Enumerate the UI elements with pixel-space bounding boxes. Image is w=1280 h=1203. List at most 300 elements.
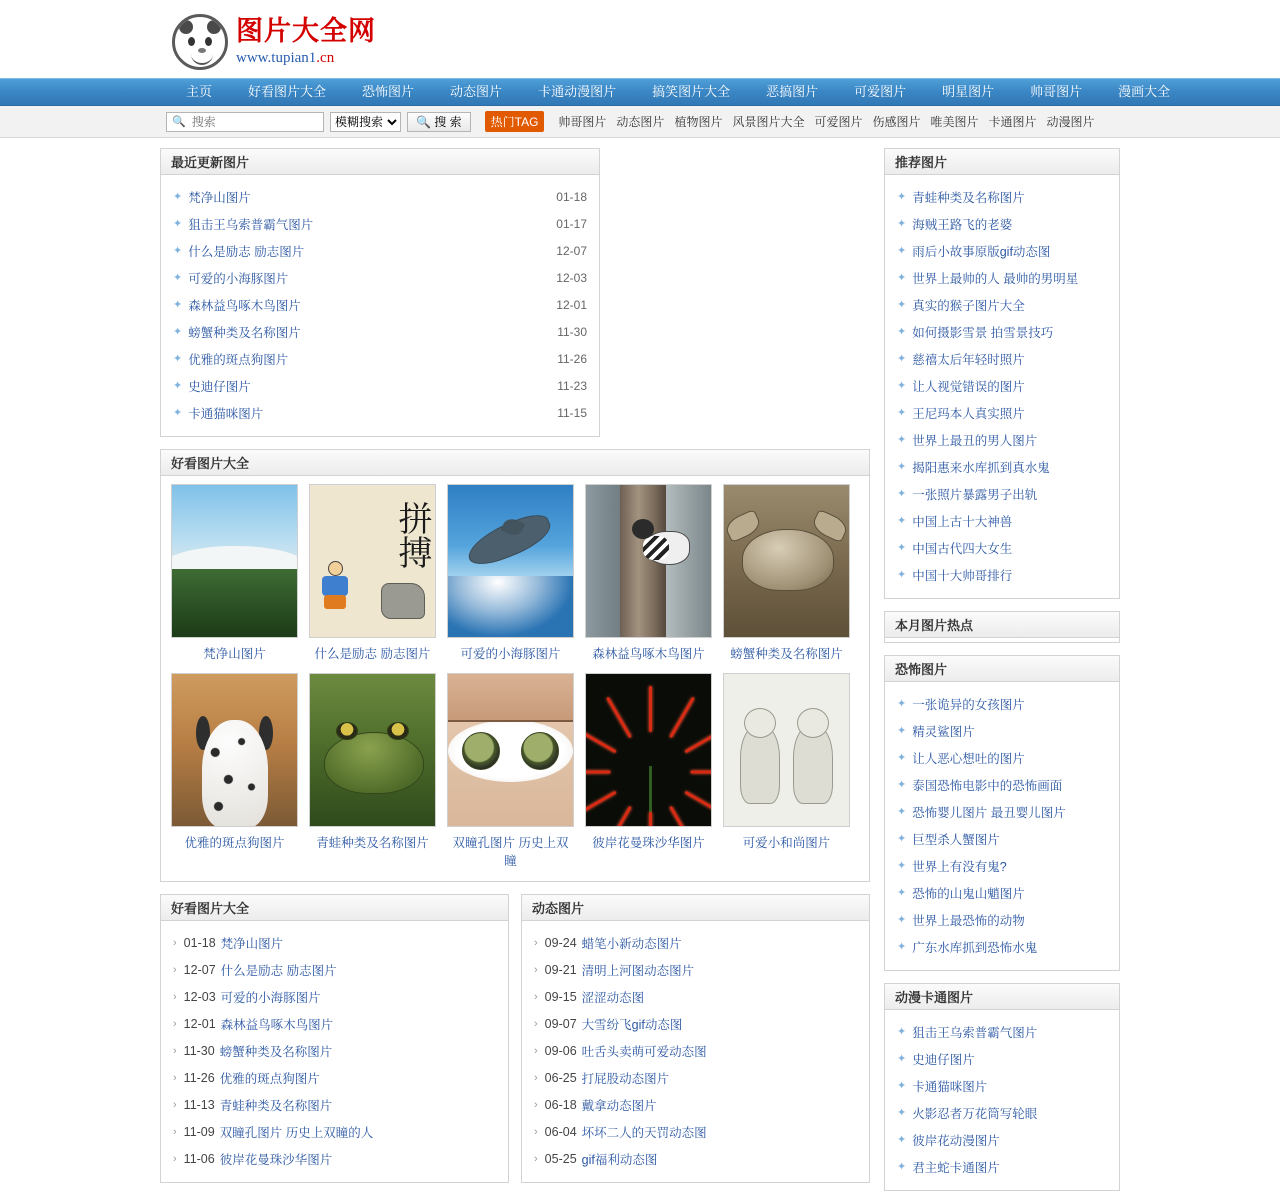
item-date: 09-21 xyxy=(544,962,577,977)
recent-link-0[interactable]: 梵净山图片 xyxy=(188,190,251,205)
search-icon: 🔍 xyxy=(172,116,186,128)
diamond-bullet-icon: ✦ xyxy=(173,245,183,257)
recent-date-7: 11-23 xyxy=(557,378,587,393)
list-item[interactable] xyxy=(173,1091,496,1118)
list-item[interactable] xyxy=(897,345,1107,372)
search-input-wrapper[interactable] xyxy=(166,112,324,132)
diamond-bullet-icon: ✦ xyxy=(897,326,907,338)
recent-link-5[interactable]: 螃蟹种类及名称图片 xyxy=(188,325,301,340)
bottom-right-link-3[interactable]: 大雪纷飞gif动态图 xyxy=(581,1017,683,1032)
bottom-left-link-4[interactable]: 螃蟹种类及名称图片 xyxy=(219,1044,333,1059)
tag-link-8[interactable]: 动漫图片 xyxy=(1046,115,1095,129)
list-item[interactable] xyxy=(173,1037,496,1064)
thumbnail-caption xyxy=(309,833,436,851)
thumbnail-card[interactable] xyxy=(447,673,574,869)
chevron-right-icon: › xyxy=(534,963,538,976)
horror-link-8[interactable]: 世界上最恐怖的动物 xyxy=(912,913,1025,928)
item-date: 06-04 xyxy=(544,1124,577,1139)
item-date: 11-13 xyxy=(183,1097,215,1112)
list-item[interactable] xyxy=(897,480,1107,507)
thumbnail-caption xyxy=(585,644,712,662)
recommended-panel xyxy=(884,148,1120,599)
diamond-bullet-icon: ✦ xyxy=(897,698,907,710)
horror-header xyxy=(885,656,1119,682)
thumbnail-image-woodpecker[interactable] xyxy=(585,484,712,638)
anime-header xyxy=(885,984,1119,1010)
thumbnail-image-dalmatian[interactable] xyxy=(171,673,298,827)
thumbnail-image-mountain[interactable] xyxy=(171,484,298,638)
gallery-link-9[interactable]: 可爱小和尚图片 xyxy=(742,836,831,850)
nav-item-cute[interactable]: 可爱图片 xyxy=(854,84,907,99)
nav-item-comics[interactable]: 漫画大全 xyxy=(1118,84,1171,99)
thumbnail-caption xyxy=(723,833,850,851)
anime-link-2[interactable]: 卡通猫咪图片 xyxy=(912,1079,988,1094)
thumbnail-caption xyxy=(447,644,574,662)
gallery-panel xyxy=(160,449,870,882)
diamond-bullet-icon: ✦ xyxy=(897,569,907,581)
gallery-link-6[interactable]: 青蛙种类及名称图片 xyxy=(316,836,429,850)
list-item[interactable] xyxy=(534,956,857,983)
recommend-link-7[interactable]: 让人视觉错误的图片 xyxy=(912,379,1025,394)
gallery-thumbnails xyxy=(161,476,869,881)
list-item[interactable] xyxy=(173,1064,496,1091)
list-item[interactable] xyxy=(173,237,587,264)
horror-link-9[interactable]: 广东水库抓到恐怖水鬼 xyxy=(912,940,1038,955)
item-date: 09-24 xyxy=(544,935,577,950)
horror-body xyxy=(885,682,1119,970)
diamond-bullet-icon: ✦ xyxy=(173,407,183,419)
anime-title: 动漫卡通图片 xyxy=(895,990,974,1005)
recommend-link-14[interactable]: 中国十大帅哥排行 xyxy=(912,568,1013,583)
recent-date-0: 01-18 xyxy=(556,189,587,204)
chevron-right-icon: › xyxy=(173,1125,177,1138)
list-item[interactable] xyxy=(534,1037,857,1064)
item-date: 11-06 xyxy=(183,1151,215,1166)
diamond-bullet-icon: ✦ xyxy=(173,380,183,392)
horror-link-7[interactable]: 恐怖的山鬼山魈图片 xyxy=(912,886,1025,901)
item-date: 01-18 xyxy=(183,935,216,950)
horror-link-1[interactable]: 精灵鲨图片 xyxy=(912,724,975,739)
site-header xyxy=(0,0,1280,78)
nav-item-animated[interactable]: 动态图片 xyxy=(450,84,503,99)
nav-item-handsome[interactable]: 帅哥图片 xyxy=(1030,84,1083,99)
diamond-bullet-icon: ✦ xyxy=(173,218,183,230)
panda-mascot-icon xyxy=(172,14,228,70)
list-item[interactable] xyxy=(173,318,587,345)
search-input[interactable] xyxy=(190,114,315,130)
recent-link-8[interactable]: 卡通猫咪图片 xyxy=(188,406,264,421)
nav-item-horror[interactable]: 恐怖图片 xyxy=(362,84,415,99)
diamond-bullet-icon: ✦ xyxy=(897,1053,907,1065)
diamond-bullet-icon: ✦ xyxy=(173,326,183,338)
list-item[interactable] xyxy=(897,183,1107,210)
thumbnail-card[interactable] xyxy=(723,673,850,869)
thumbnail-card[interactable] xyxy=(723,484,850,662)
item-date: 06-18 xyxy=(544,1097,577,1112)
bottom-right-link-4[interactable]: 吐舌头卖萌可爱动态图 xyxy=(581,1044,707,1059)
list-item[interactable] xyxy=(897,453,1107,480)
recommend-link-12[interactable]: 中国上古十大神兽 xyxy=(912,514,1013,529)
tag-link-3[interactable]: 风景图片大全 xyxy=(732,115,805,129)
diamond-bullet-icon: ✦ xyxy=(173,299,183,311)
list-item[interactable] xyxy=(173,1010,496,1037)
list-item[interactable] xyxy=(173,1145,496,1172)
recommend-link-4[interactable]: 真实的猴子图片大全 xyxy=(912,298,1025,313)
list-item[interactable] xyxy=(534,1010,857,1037)
item-date: 09-07 xyxy=(544,1016,577,1031)
recommend-link-13[interactable]: 中国古代四大女生 xyxy=(912,541,1013,556)
sidebar xyxy=(884,148,1120,1203)
diamond-bullet-icon: ✦ xyxy=(897,941,907,953)
chevron-right-icon: › xyxy=(173,1017,177,1030)
list-item[interactable] xyxy=(897,771,1107,798)
recommend-link-5[interactable]: 如何摄影雪景 拍雪景技巧 xyxy=(912,325,1054,340)
list-item[interactable] xyxy=(173,291,587,318)
list-item[interactable] xyxy=(897,372,1107,399)
chevron-right-icon: › xyxy=(173,1098,177,1111)
list-item[interactable] xyxy=(534,1091,857,1118)
search-button-icon: 🔍 xyxy=(416,115,435,129)
thumbnail-image-frog[interactable] xyxy=(309,673,436,827)
list-item[interactable] xyxy=(897,879,1107,906)
nice-pictures-title: 好看图片大全 xyxy=(171,901,250,916)
bottom-left-link-0[interactable]: 梵净山图片 xyxy=(220,936,284,951)
list-item[interactable] xyxy=(897,852,1107,879)
recent-updates-list xyxy=(173,183,587,426)
gallery-link-8[interactable]: 彼岸花曼珠沙华图片 xyxy=(592,836,705,850)
item-date: 12-03 xyxy=(183,989,216,1004)
thumbnail-image-double-pupil[interactable] xyxy=(447,673,574,827)
anime-link-0[interactable]: 狙击王乌索普霸气图片 xyxy=(912,1025,1038,1040)
horror-link-5[interactable]: 巨型杀人蟹图片 xyxy=(912,832,1000,847)
tag-link-2[interactable]: 植物图片 xyxy=(674,115,723,129)
bottom-left-link-5[interactable]: 优雅的斑点狗图片 xyxy=(219,1071,320,1086)
recent-updates-body xyxy=(161,175,599,436)
list-item[interactable] xyxy=(173,372,587,399)
recommend-link-3[interactable]: 世界上最帅的人 最帅的男明星 xyxy=(912,271,1079,286)
thumbnail-card[interactable] xyxy=(171,484,298,662)
bottom-left-link-3[interactable]: 森林益鸟啄木鸟图片 xyxy=(220,1017,334,1032)
anime-link-4[interactable]: 彼岸花动漫图片 xyxy=(912,1133,1000,1148)
recent-link-2[interactable]: 什么是励志 励志图片 xyxy=(188,244,305,259)
thumbnail-image-dolphin[interactable] xyxy=(447,484,574,638)
recommended-list xyxy=(897,183,1107,588)
diamond-bullet-icon: ✦ xyxy=(897,218,907,230)
gallery-link-4[interactable]: 螃蟹种类及名称图片 xyxy=(730,647,843,661)
diamond-bullet-icon: ✦ xyxy=(897,860,907,872)
recommend-link-6[interactable]: 慈禧太后年轻时照片 xyxy=(912,352,1025,367)
gallery-link-2[interactable]: 可爱的小海豚图片 xyxy=(460,647,561,661)
diamond-bullet-icon: ✦ xyxy=(897,887,907,899)
list-item[interactable] xyxy=(897,237,1107,264)
list-item[interactable] xyxy=(897,717,1107,744)
list-item[interactable] xyxy=(897,426,1107,453)
diamond-bullet-icon: ✦ xyxy=(897,488,907,500)
list-item[interactable] xyxy=(897,825,1107,852)
recent-link-1[interactable]: 狙击王乌索普霸气图片 xyxy=(188,217,314,232)
item-date: 11-26 xyxy=(183,1070,215,1085)
chevron-right-icon: › xyxy=(534,1152,538,1165)
thumbnail-image-spider-lily[interactable] xyxy=(585,673,712,827)
logo-domain xyxy=(236,51,376,66)
recent-date-2: 12-07 xyxy=(556,243,587,258)
list-item[interactable] xyxy=(897,744,1107,771)
gallery-header xyxy=(161,450,869,476)
chevron-right-icon: › xyxy=(534,1071,538,1084)
recommended-title: 推荐图片 xyxy=(895,155,948,170)
tag-link-7[interactable]: 卡通图片 xyxy=(988,115,1037,129)
tag-link-5[interactable]: 伤感图片 xyxy=(872,115,921,129)
thumbnail-image-calligraphy[interactable]: 拼搏 xyxy=(309,484,436,638)
list-item[interactable] xyxy=(897,798,1107,825)
diamond-bullet-icon: ✦ xyxy=(173,353,183,365)
nice-pictures-list xyxy=(173,929,496,1172)
gallery-link-1[interactable]: 什么是励志 励志图片 xyxy=(314,647,431,661)
recommend-link-9[interactable]: 世界上最丑的男人图片 xyxy=(912,433,1038,448)
animated-pictures-header xyxy=(522,895,869,921)
list-item[interactable] xyxy=(173,183,587,210)
nav-item-celebrity[interactable]: 明星图片 xyxy=(942,84,995,99)
horror-link-6[interactable]: 世界上有没有鬼? xyxy=(912,859,1007,874)
list-item[interactable] xyxy=(534,1118,857,1145)
recent-link-6[interactable]: 优雅的斑点狗图片 xyxy=(188,352,289,367)
animated-pictures-panel xyxy=(521,894,870,1183)
list-item[interactable] xyxy=(897,507,1107,534)
list-item[interactable] xyxy=(897,264,1107,291)
bottom-right-link-7[interactable]: 坏坏二人的天罚动态图 xyxy=(581,1125,707,1140)
anime-list xyxy=(897,1018,1107,1180)
gallery-title: 好看图片大全 xyxy=(171,456,250,471)
recent-updates-title: 最近更新图片 xyxy=(171,155,250,170)
bottom-right-link-5[interactable]: 打屁股动态图片 xyxy=(581,1071,670,1086)
thumbnail-image-crab[interactable] xyxy=(723,484,850,638)
diamond-bullet-icon: ✦ xyxy=(173,191,183,203)
chevron-right-icon: › xyxy=(534,1098,538,1111)
recent-date-8: 11-15 xyxy=(557,405,587,420)
bottom-right-link-1[interactable]: 清明上河图动态图片 xyxy=(581,963,695,978)
anime-link-5[interactable]: 君主蛇卡通图片 xyxy=(912,1160,1000,1175)
main-column xyxy=(160,148,870,1195)
horror-list xyxy=(897,690,1107,960)
horror-link-3[interactable]: 泰国恐怖电影中的恐怖画面 xyxy=(912,778,1063,793)
list-item[interactable] xyxy=(173,1118,496,1145)
search-button[interactable] xyxy=(407,112,471,132)
diamond-bullet-icon: ✦ xyxy=(897,725,907,737)
diamond-bullet-icon: ✦ xyxy=(897,515,907,527)
list-item[interactable] xyxy=(173,983,496,1010)
diamond-bullet-icon: ✦ xyxy=(897,272,907,284)
logo-domain-main: www.tupian1 xyxy=(236,50,317,66)
list-item[interactable] xyxy=(897,1072,1107,1099)
diamond-bullet-icon: ✦ xyxy=(897,914,907,926)
bottom-right-link-0[interactable]: 蜡笔小新动态图片 xyxy=(581,936,682,951)
thumbnail-caption xyxy=(171,644,298,662)
chevron-right-icon: › xyxy=(534,990,538,1003)
diamond-bullet-icon: ✦ xyxy=(897,407,907,419)
list-item[interactable] xyxy=(897,210,1107,237)
diamond-bullet-icon: ✦ xyxy=(897,833,907,845)
anime-link-1[interactable]: 史迪仔图片 xyxy=(912,1052,975,1067)
month-hot-body xyxy=(885,638,1119,642)
diamond-bullet-icon: ✦ xyxy=(897,380,907,392)
chevron-right-icon: › xyxy=(534,936,538,949)
main-navigation xyxy=(0,78,1280,106)
horror-link-4[interactable]: 恐怖婴儿图片 最丑婴儿图片 xyxy=(912,805,1066,820)
nice-pictures-body xyxy=(161,921,508,1182)
recent-date-1: 01-17 xyxy=(556,216,587,231)
thumbnail-card[interactable] xyxy=(585,484,712,662)
diamond-bullet-icon: ✦ xyxy=(897,299,907,311)
item-date: 11-30 xyxy=(183,1043,215,1058)
item-date: 09-06 xyxy=(544,1043,577,1058)
diamond-bullet-icon: ✦ xyxy=(897,752,907,764)
list-item[interactable] xyxy=(897,1126,1107,1153)
recommend-link-11[interactable]: 一张照片暴露男子出轨 xyxy=(912,487,1038,502)
list-item[interactable] xyxy=(897,690,1107,717)
recent-link-3[interactable]: 可爱的小海豚图片 xyxy=(188,271,289,286)
search-bar xyxy=(0,106,1280,138)
recent-link-4[interactable]: 森林益鸟啄木鸟图片 xyxy=(188,298,301,313)
list-item[interactable] xyxy=(897,933,1107,960)
horror-panel xyxy=(884,655,1120,971)
chevron-right-icon: › xyxy=(534,1125,538,1138)
list-item[interactable] xyxy=(897,1099,1107,1126)
bottom-right-link-8[interactable]: gif福利动态图 xyxy=(581,1152,658,1167)
bottom-right-link-2[interactable]: 涩涩动态图 xyxy=(581,990,645,1005)
list-item[interactable] xyxy=(534,983,857,1010)
nav-item-cartoon-anime[interactable]: 卡通动漫图片 xyxy=(538,84,617,99)
bottom-left-link-8[interactable]: 彼岸花曼珠沙华图片 xyxy=(219,1152,333,1167)
nav-item-home[interactable]: 主页 xyxy=(186,84,213,99)
list-item[interactable] xyxy=(897,399,1107,426)
diamond-bullet-icon: ✦ xyxy=(897,779,907,791)
thumbnail-image-monks[interactable] xyxy=(723,673,850,827)
horror-title: 恐怖图片 xyxy=(895,662,948,677)
chevron-right-icon: › xyxy=(534,1044,538,1057)
list-item[interactable] xyxy=(534,929,857,956)
recent-date-6: 11-26 xyxy=(557,351,587,366)
diamond-bullet-icon: ✦ xyxy=(897,353,907,365)
item-date: 12-07 xyxy=(183,962,216,977)
list-item[interactable] xyxy=(897,906,1107,933)
thumbnail-card[interactable] xyxy=(309,673,436,869)
hot-tag-links xyxy=(558,113,1094,130)
list-item[interactable] xyxy=(897,291,1107,318)
bottom-panels-row xyxy=(160,894,870,1195)
thumbnail-caption xyxy=(309,644,436,662)
thumbnail-card[interactable] xyxy=(309,484,436,662)
recommend-link-2[interactable]: 雨后小故事原版gif动态图 xyxy=(912,244,1051,259)
anime-link-3[interactable]: 火影忍者万花筒写轮眼 xyxy=(912,1106,1038,1121)
list-item[interactable] xyxy=(173,210,587,237)
nav-item-funny[interactable]: 搞笑图片大全 xyxy=(652,84,731,99)
gallery-link-3[interactable]: 森林益鸟啄木鸟图片 xyxy=(592,647,705,661)
recent-link-7[interactable]: 史迪仔图片 xyxy=(188,379,251,394)
gallery-link-5[interactable]: 优雅的斑点狗图片 xyxy=(184,836,285,850)
list-item[interactable] xyxy=(897,561,1107,588)
item-date: 06-25 xyxy=(544,1070,577,1085)
chevron-right-icon: › xyxy=(173,990,177,1003)
chevron-right-icon: › xyxy=(173,1044,177,1057)
diamond-bullet-icon: ✦ xyxy=(897,1134,907,1146)
list-item[interactable] xyxy=(173,264,587,291)
chevron-right-icon: › xyxy=(173,1071,177,1084)
thumbnail-caption xyxy=(447,833,574,869)
thumbnail-card[interactable] xyxy=(171,673,298,869)
bottom-left-link-2[interactable]: 可爱的小海豚图片 xyxy=(220,990,321,1005)
nav-item-nice-pictures[interactable]: 好看图片大全 xyxy=(248,84,327,99)
chevron-right-icon: › xyxy=(173,963,177,976)
bottom-left-link-6[interactable]: 青蛙种类及名称图片 xyxy=(219,1098,333,1113)
gallery-link-0[interactable]: 梵净山图片 xyxy=(203,647,266,661)
animated-pictures-body xyxy=(522,921,869,1182)
horror-link-0[interactable]: 一张诡异的女孩图片 xyxy=(912,697,1025,712)
list-item[interactable] xyxy=(897,534,1107,561)
recommended-header xyxy=(885,149,1119,175)
tag-link-1[interactable]: 动态图片 xyxy=(616,115,665,129)
list-item[interactable] xyxy=(897,1045,1107,1072)
diamond-bullet-icon: ✦ xyxy=(897,542,907,554)
list-item[interactable] xyxy=(534,1145,857,1172)
tag-link-0[interactable]: 帅哥图片 xyxy=(558,115,607,129)
recommend-link-0[interactable]: 青蛙种类及名称图片 xyxy=(912,190,1025,205)
recommend-link-8[interactable]: 王尼玛本人真实照片 xyxy=(912,406,1025,421)
bottom-left-link-7[interactable]: 双瞳孔图片 历史上双瞳的人 xyxy=(219,1125,374,1140)
list-item[interactable] xyxy=(173,345,587,372)
tag-link-4[interactable]: 可爱图片 xyxy=(814,115,863,129)
diamond-bullet-icon: ✦ xyxy=(897,461,907,473)
list-item[interactable] xyxy=(173,399,587,426)
animated-pictures-list xyxy=(534,929,857,1172)
thumbnail-card[interactable] xyxy=(585,673,712,869)
bottom-right-link-6[interactable]: 戴拿动态图片 xyxy=(581,1098,657,1113)
logo-title: 图片大全网 xyxy=(236,16,376,47)
site-logo[interactable] xyxy=(172,14,376,70)
item-date: 05-25 xyxy=(544,1151,577,1166)
bottom-left-link-1[interactable]: 什么是励志 励志图片 xyxy=(220,963,337,978)
list-item[interactable] xyxy=(173,929,496,956)
thumbnail-card[interactable] xyxy=(447,484,574,662)
search-button-label: 搜 索 xyxy=(434,115,462,129)
nav-item-spoof[interactable]: 恶搞图片 xyxy=(766,84,819,99)
logo-domain-tld: .cn xyxy=(316,50,335,66)
recent-date-4: 12-01 xyxy=(556,297,587,312)
hot-tag-badge: 热门TAG xyxy=(485,111,545,132)
animated-pictures-title: 动态图片 xyxy=(532,901,585,916)
month-hot-title: 本月图片热点 xyxy=(895,618,974,633)
diamond-bullet-icon: ✦ xyxy=(897,434,907,446)
list-item[interactable] xyxy=(173,956,496,983)
horror-link-2[interactable]: 让人恶心想吐的图片 xyxy=(912,751,1025,766)
recent-updates-panel xyxy=(160,148,600,437)
search-mode-select[interactable] xyxy=(330,112,401,132)
diamond-bullet-icon: ✦ xyxy=(897,806,907,818)
page-container xyxy=(160,138,1120,1203)
nice-pictures-panel xyxy=(160,894,509,1183)
recommend-link-1[interactable]: 海贼王路飞的老婆 xyxy=(912,217,1013,232)
diamond-bullet-icon: ✦ xyxy=(897,1080,907,1092)
list-item[interactable] xyxy=(897,1018,1107,1045)
diamond-bullet-icon: ✦ xyxy=(897,1107,907,1119)
gallery-link-7[interactable]: 双瞳孔图片 历史上双瞳 xyxy=(452,836,569,868)
chevron-right-icon: › xyxy=(534,1017,538,1030)
list-item[interactable] xyxy=(897,318,1107,345)
recommend-link-10[interactable]: 揭阳惠来水库抓到真水鬼 xyxy=(912,460,1050,475)
thumbnail-caption xyxy=(723,644,850,662)
tag-link-6[interactable]: 唯美图片 xyxy=(930,115,979,129)
recommended-body xyxy=(885,175,1119,598)
list-item[interactable] xyxy=(534,1064,857,1091)
